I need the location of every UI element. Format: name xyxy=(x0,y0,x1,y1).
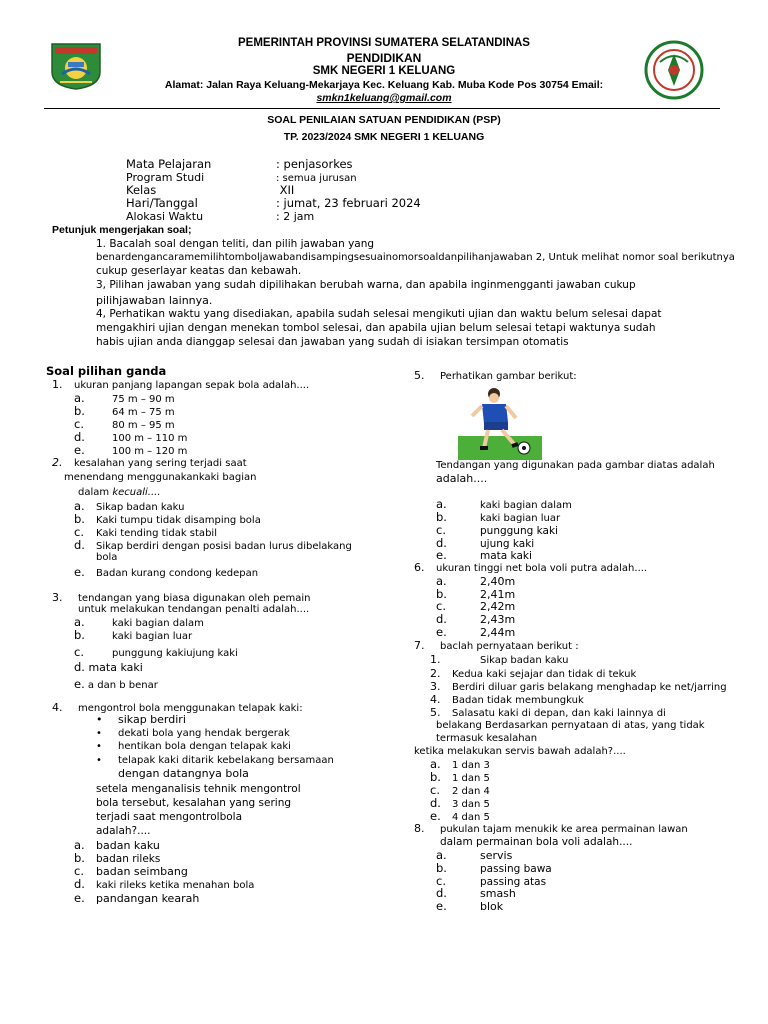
option-letter: e. xyxy=(436,625,447,639)
bullet-continuation: dengan datangnya bola xyxy=(118,767,249,780)
option-text: kaki bagian luar xyxy=(112,631,193,642)
question-text: ukuran tinggi net bola voli putra adalah.... xyxy=(436,563,648,574)
option-letter: e. xyxy=(74,565,85,579)
option-text: passing atas xyxy=(480,876,547,888)
info-label: Alokasi Waktu xyxy=(126,210,204,223)
option-6d[interactable] xyxy=(436,613,515,627)
option-letter: a. xyxy=(436,848,447,862)
option-text: 2,40m xyxy=(480,575,516,588)
statement-number: 3. xyxy=(430,680,441,693)
option-8d[interactable] xyxy=(436,887,516,901)
info-value: : penjasorkes xyxy=(276,157,353,171)
option-letter: d. xyxy=(436,612,447,626)
option-6e[interactable] xyxy=(436,626,515,640)
option-text: smash xyxy=(480,887,516,900)
question-7 xyxy=(414,640,579,654)
option-text: kaki bagian dalam xyxy=(112,618,204,629)
option-3c[interactable] xyxy=(74,646,238,661)
option-letter: a. xyxy=(436,497,447,511)
option-letter: c. xyxy=(436,874,446,888)
option-text: Sikap badan kaku xyxy=(96,502,185,513)
question-text: baclah pernyataan berikut : xyxy=(440,641,579,652)
option-letter: c. xyxy=(436,599,446,613)
option-5e[interactable] xyxy=(436,549,532,563)
option-text: 2,42m xyxy=(480,600,516,613)
question-2-line3 xyxy=(78,487,161,500)
option-text: kaki rileks ketika menahan bola xyxy=(96,880,255,891)
question-8-line2: dalam permainan bola voli adalah.... xyxy=(440,836,633,848)
question-number: 4. xyxy=(52,701,63,714)
option-letter: b. xyxy=(436,861,447,875)
instruction-line: benardengancaramemilihtomboljawabandisampingsesuainomorsoaldanpilihanjawaban 2, Untuk melihat nomor soal berikutnya xyxy=(96,252,735,263)
statement-item xyxy=(430,668,636,682)
question-text: ukuran panjang lapangan sepak bola adalah.... xyxy=(74,380,310,391)
exam-title: SOAL PENILAIAN SATUAN PENDIDIKAN (PSP) xyxy=(267,114,501,126)
bullet-item xyxy=(96,728,290,741)
info-row-duration xyxy=(126,210,314,223)
statement-item xyxy=(430,707,666,721)
option-8e[interactable] xyxy=(436,900,503,914)
option-3b[interactable] xyxy=(74,629,192,644)
statement-text: Badan tidak membungkuk xyxy=(452,695,584,706)
question-6 xyxy=(414,562,647,576)
question-2 xyxy=(52,457,247,471)
option-text: 100 m – 110 m xyxy=(112,433,188,444)
question-text: tendangan yang biasa digunakan oleh pemain xyxy=(78,593,311,604)
option-letter: d. xyxy=(74,538,85,552)
bullet-text: dekati bola yang hendak bergerak xyxy=(118,728,290,739)
option-letter: d. xyxy=(430,796,441,810)
instruction-line: 1. Bacalah soal dengan teliti, dan pilih jawaban yang xyxy=(96,238,375,250)
statement-item xyxy=(430,681,727,695)
option-text: badan kaku xyxy=(96,839,160,852)
option-letter: c. xyxy=(74,417,84,431)
instruction-line: 4, Perhatikan waktu yang disediakan, apabila sudah selesai mengikuti ujian dan waktu belum selesai dapat xyxy=(96,308,662,320)
option-letter: d. xyxy=(74,430,85,444)
option-text: pandangan kearah xyxy=(96,892,200,905)
option-text: servis xyxy=(480,849,513,862)
option-letter: a. xyxy=(74,391,85,405)
option-letter: c. xyxy=(74,645,84,659)
info-row-program xyxy=(126,171,357,185)
statement-item xyxy=(430,694,584,708)
option-letter: c. xyxy=(436,523,446,537)
option-8a[interactable] xyxy=(436,849,512,863)
statement-item xyxy=(430,654,568,668)
header-school: SMK NEGERI 1 KELUANG xyxy=(312,65,456,77)
question-7-cont: ketika melakukan servis bawah adalah?.... xyxy=(414,746,626,757)
option-4e[interactable] xyxy=(74,892,199,906)
question-5 xyxy=(414,370,577,384)
option-text: Badan kurang condong kedepan xyxy=(96,568,259,579)
option-text: 4 dan 5 xyxy=(452,812,490,823)
info-value: : jumat, 23 februari 2024 xyxy=(276,196,421,210)
option-letter: e. xyxy=(74,443,85,457)
question-4-para: setela menganalisis tehnik mengontrol xyxy=(96,783,301,795)
option-letter: b. xyxy=(74,512,85,526)
option-text: Sikap berdiri dengan posisi badan lurus dibelakang xyxy=(96,541,352,552)
option-text: mata kaki xyxy=(480,550,532,562)
question-text: kesalahan yang sering terjadi saat xyxy=(74,458,247,469)
header-divider xyxy=(44,108,720,109)
option-letter: b. xyxy=(436,587,447,601)
option-text: 2,43m xyxy=(480,613,516,626)
info-value: : semua jurusan xyxy=(276,173,357,184)
option-letter: a. xyxy=(436,574,447,588)
question-text: Perhatikan gambar berikut: xyxy=(440,371,577,382)
option-letter: b. xyxy=(430,770,441,784)
question-text: pukulan tajam menukik ke area permainan lawan xyxy=(440,824,688,835)
option-4a[interactable] xyxy=(74,839,160,853)
option-text: mata kaki xyxy=(88,661,143,674)
question-5-line3: adalah.... xyxy=(436,472,488,485)
question-4-para: terjadi saat mengontrolbola xyxy=(96,811,243,823)
instruction-line: cukup geserlayar keatas dan kebawah. xyxy=(96,265,302,277)
header-email[interactable]: smkn1keluang@gmail.com xyxy=(316,92,452,104)
option-letter: e. xyxy=(436,548,447,562)
bullet-item xyxy=(96,741,291,754)
option-text: punggung kakiujung kaki xyxy=(112,648,238,659)
question-7-cont: belakang Berdasarkan pernyataan di atas, yang tidak xyxy=(436,720,705,731)
option-letter: b. xyxy=(436,510,447,524)
bullet-icon: • xyxy=(96,741,102,752)
question-emphasis: kecuali.... xyxy=(112,487,161,498)
option-letter: e. xyxy=(74,677,85,691)
statement-number: 5. xyxy=(430,706,441,719)
info-value: XII xyxy=(276,183,295,197)
instruction-line: 3, Pilihan jawaban yang sudah dipilihakan berubah warna, dan apabila inginmengganti jawaban cukup xyxy=(96,279,636,291)
option-text: 2,44m xyxy=(480,626,516,639)
info-label: Hari/Tanggal xyxy=(126,196,198,210)
option-text: punggung kaki xyxy=(480,525,558,537)
question-3-line2: untuk melakukan tendangan penalti adalah.... xyxy=(78,604,310,615)
header-address: Alamat: Jalan Raya Keluang-Mekarjaya Kec. Keluang Kab. Muba Kode Pos 30754 Email: xyxy=(164,79,604,91)
question-4-para: bola tersebut, kesalahan yang sering xyxy=(96,797,292,809)
bullet-icon: • xyxy=(96,728,102,739)
question-text: dalam xyxy=(78,487,113,498)
question-7-cont: termasuk kesalahan xyxy=(436,733,538,744)
option-3e[interactable] xyxy=(74,678,158,693)
option-letter: c. xyxy=(74,864,84,878)
option-letter: b. xyxy=(74,404,85,418)
option-text: 3 dan 5 xyxy=(452,799,490,810)
section-title: Soal pilihan ganda xyxy=(46,364,167,378)
statement-number: 2. xyxy=(430,667,441,680)
option-text: badan seimbang xyxy=(96,865,188,878)
instruction-line: habis ujian anda dianggap selesai dan jawaban yang sudah di isiakan tersimpan otomatis xyxy=(96,336,569,348)
bullet-text: sikap berdiri xyxy=(118,713,186,726)
instructions-title: Petunjuk mengerjakan soal; xyxy=(52,224,192,236)
option-text: badan rileks xyxy=(96,853,161,865)
option-text: 75 m – 90 m xyxy=(112,394,175,405)
option-text: 2 dan 4 xyxy=(452,786,490,797)
option-2d-cont xyxy=(74,552,117,565)
bullet-icon: • xyxy=(96,755,102,766)
question-number: 5. xyxy=(414,369,425,382)
option-letter: e. xyxy=(436,899,447,913)
statement-number: 1. xyxy=(430,653,441,666)
option-letter: b. xyxy=(74,628,85,642)
bullet-text: hentikan bola dengan telapak kaki xyxy=(118,741,291,752)
statement-text: Berdiri diluar garis belakang menghadap ke net/jarring xyxy=(452,682,727,693)
question-1 xyxy=(52,379,309,393)
option-4c[interactable] xyxy=(74,865,188,879)
question-number: 8. xyxy=(414,822,425,835)
option-text: bola xyxy=(96,552,118,563)
info-label: Mata Pelajaran xyxy=(126,157,212,171)
option-6c[interactable] xyxy=(436,600,515,614)
question-5-line2: Tendangan yang digunakan pada gambar diatas adalah xyxy=(436,460,715,471)
info-label: Kelas xyxy=(126,183,157,197)
statement-text: Salasatu kaki di depan, dan kaki lainnya di xyxy=(452,708,666,719)
option-text: Kaki tumpu tidak disamping bola xyxy=(96,515,261,526)
header-line1: PEMERINTAH PROVINSI SUMATERA SELATANDINAS xyxy=(238,37,530,49)
question-2-line2: menendang menggunakankaki bagian xyxy=(64,472,257,483)
option-8b[interactable] xyxy=(436,862,552,876)
option-text: 80 m – 95 m xyxy=(112,420,175,431)
option-text: 1 dan 5 xyxy=(452,773,490,784)
bullet-icon: • xyxy=(96,713,103,726)
option-text: 64 m – 75 m xyxy=(112,407,175,418)
option-text: a dan b benar xyxy=(87,680,158,691)
question-number: 1. xyxy=(52,378,63,391)
option-3d[interactable] xyxy=(74,661,143,675)
bullet-text: telapak kaki ditarik kebelakang bersamaan xyxy=(118,755,334,766)
option-letter: a. xyxy=(74,499,85,513)
bullet-item xyxy=(96,714,186,727)
option-letter: c. xyxy=(74,525,84,539)
option-text: blok xyxy=(480,900,504,913)
question-4-para: adalah?.... xyxy=(96,825,151,837)
info-row-date xyxy=(126,197,421,210)
statement-text: Sikap badan kaku xyxy=(480,655,569,666)
question-number: 2. xyxy=(52,456,63,469)
option-text: kaki bagian dalam xyxy=(480,500,572,511)
info-value: : 2 jam xyxy=(276,210,315,223)
option-text: kaki bagian luar xyxy=(480,513,561,524)
option-letter: d. xyxy=(436,886,447,900)
instruction-line: pilihjawaban lainnya. xyxy=(96,294,213,307)
option-letter: b. xyxy=(74,851,85,865)
option-6a[interactable] xyxy=(436,575,515,589)
question-number: 3. xyxy=(52,591,63,604)
question-text: mengontrol bola menggunakan telapak kaki: xyxy=(78,703,303,714)
option-2e[interactable] xyxy=(74,566,258,581)
option-letter: c. xyxy=(430,783,440,797)
option-4b[interactable] xyxy=(74,852,160,866)
option-5c[interactable] xyxy=(436,524,558,538)
option-text: 2,41m xyxy=(480,588,516,601)
bullet-item xyxy=(96,755,334,768)
header-line2: PENDIDIKAN xyxy=(346,51,422,65)
option-letter: a. xyxy=(430,757,441,771)
option-letter: d. xyxy=(74,877,85,891)
instruction-line: mengakhiri ujian dengan menekan tombol selesai, dan apabila ujian belum selesai tetapi waktunya sudah xyxy=(96,322,656,334)
option-letter: e. xyxy=(430,809,441,823)
option-text: 100 m – 120 m xyxy=(112,446,188,457)
option-4d[interactable] xyxy=(74,878,254,893)
info-row-subject xyxy=(126,158,353,171)
info-label: Program Studi xyxy=(126,171,205,184)
option-letter: a. xyxy=(74,615,85,629)
option-letter: d. xyxy=(436,536,447,550)
option-letter: d. xyxy=(74,660,85,674)
question-number: 6. xyxy=(414,561,425,574)
statement-text: Kedua kaki sejajar dan tidak di tekuk xyxy=(452,669,637,680)
statement-number: 4. xyxy=(430,693,441,706)
option-letter: a. xyxy=(74,838,85,852)
option-text: 1 dan 3 xyxy=(452,760,490,771)
question-number: 7. xyxy=(414,639,425,652)
exam-year: TP. 2023/2024 SMK NEGERI 1 KELUANG xyxy=(283,131,485,143)
option-text: passing bawa xyxy=(480,863,552,875)
option-text: Kaki tending tidak stabil xyxy=(96,528,217,539)
question-8 xyxy=(414,823,688,837)
option-text: ujung kaki xyxy=(480,538,535,550)
soccer-player-image xyxy=(458,386,542,460)
option-letter: e. xyxy=(74,891,85,905)
